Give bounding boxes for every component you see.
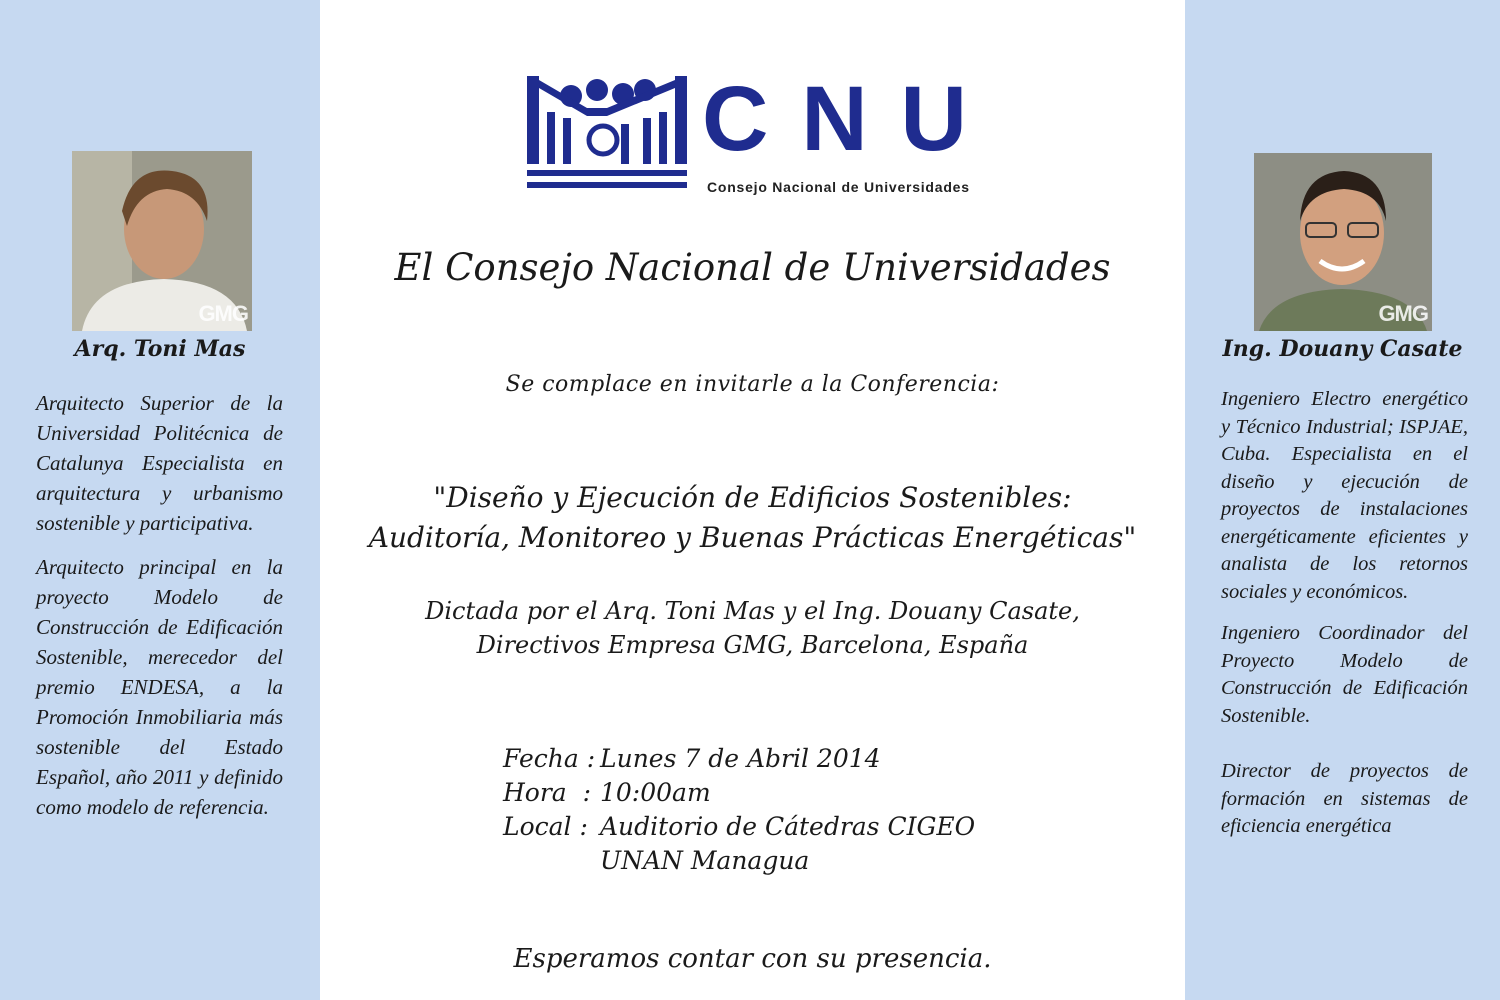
speaker-photo-douany-casate bbox=[1254, 153, 1432, 331]
bio-paragraph: Arquitecto principal en la proyecto Modelo de Construcción de Edificación Sostenible, merecedor del premio ENDESA, a la Promoción Inmobiliaria más sostenible del Estado Español, año 2011 y definido como modelo de referencia. bbox=[36, 555, 283, 819]
detail-row-hora bbox=[503, 776, 975, 810]
detail-value: UNAN Managua bbox=[600, 846, 810, 875]
speaker-photo-toni-mas bbox=[72, 151, 252, 331]
conference-title-line: Auditoría, Monitoreo y Buenas Prácticas Energéticas" bbox=[368, 521, 1137, 554]
conference-title bbox=[320, 478, 1185, 558]
speaker-bio-left bbox=[36, 388, 283, 836]
closing-line: Esperamos contar con su presencia. bbox=[513, 944, 992, 974]
detail-label: Hora : bbox=[503, 778, 592, 807]
detail-value: Lunes 7 de Abril 2014 bbox=[600, 744, 881, 773]
bio-paragraph: Ingeniero Coordinador del Proyecto Modelo de Construcción de Edificación Sostenible. bbox=[1221, 622, 1468, 727]
logo-fullname: Consejo Nacional de Universidades bbox=[707, 179, 969, 195]
detail-row-fecha bbox=[503, 742, 975, 776]
speakers-line-2: Directivos Empresa GMG, Barcelona, España bbox=[476, 631, 1029, 659]
detail-value: Auditorio de Cátedras CIGEO bbox=[600, 812, 976, 841]
detail-label: Local : bbox=[503, 812, 588, 841]
page-title: El Consejo Nacional de Universidades bbox=[394, 246, 1111, 289]
bio-paragraph: Ingeniero Electro energético y Técnico Industrial; ISPJAE, Cuba. Especialista en el diseño y ejecución de proyectos de instalaciones energéticamente eficientes y analista de los retornos sociales y económicos. bbox=[1221, 388, 1468, 603]
bio-paragraph: Director de proyectos de formación en sistemas de eficiencia energética bbox=[1221, 760, 1468, 837]
photo-watermark: GMG bbox=[1378, 301, 1428, 326]
logo-acronym: CNU bbox=[702, 68, 967, 170]
detail-label: Fecha : bbox=[503, 744, 596, 773]
speakers-line-1: Dictada por el Arq. Toni Mas y el Ing. Douany Casate, bbox=[425, 597, 1080, 625]
cnu-logo bbox=[527, 68, 972, 198]
invite-line: Se complace en invitarle a la Conferencia: bbox=[505, 372, 1000, 397]
left-side-panel bbox=[0, 0, 320, 1000]
speaker-bio-right bbox=[1221, 386, 1468, 855]
right-side-panel bbox=[1185, 0, 1500, 1000]
speakers-line bbox=[320, 594, 1185, 662]
photo-watermark: GMG bbox=[198, 301, 248, 326]
bio-paragraph: Arquitecto Superior de la Universidad Politécnica de Catalunya Especialista en arquitectura y urbanismo sostenible y participativa. bbox=[36, 391, 283, 535]
detail-value: 10:00am bbox=[600, 778, 711, 807]
detail-row-local-2 bbox=[503, 844, 975, 878]
detail-row-local bbox=[503, 810, 975, 844]
event-details bbox=[503, 742, 975, 878]
cnu-emblem-icon bbox=[527, 68, 972, 198]
speaker-name-right: Ing. Douany Casate bbox=[1222, 336, 1463, 362]
speaker-name-left: Arq. Toni Mas bbox=[74, 336, 246, 362]
conference-title-line: "Diseño y Ejecución de Edificios Sostenibles: bbox=[433, 481, 1072, 514]
